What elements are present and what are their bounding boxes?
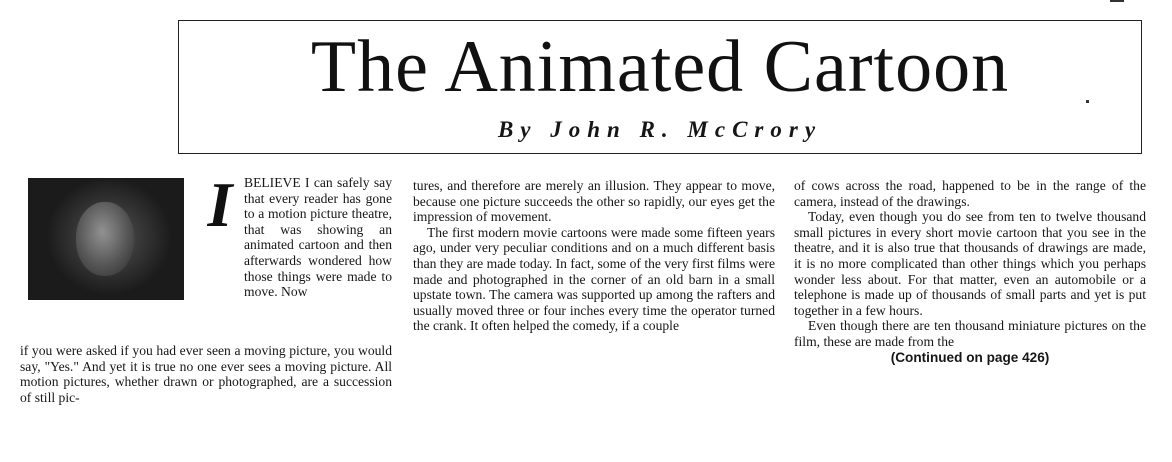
scan-mark	[1110, 0, 1124, 2]
column-1-bottom	[20, 343, 392, 405]
drop-cap: I	[207, 169, 233, 240]
article-byline: By John R. McCrory	[497, 117, 823, 142]
column-2	[413, 178, 775, 334]
paragraph-cows: of cows across the road, happened to be in the range of the camera, instead of the drawings.	[794, 178, 1146, 209]
paragraph-first-cartoons: The first modern movie cartoons were made some fifteen years ago, under very peculiar conditions and on a much different basis than they are made today. In fact, some of the very first films were made and photographed in the corner of an old barn in a small upstate town. The camera was supported up among the rafters and usually moved three or four inches every time the operator turned the crank. It often helped the comedy, if a couple	[413, 224, 775, 334]
title-box	[178, 20, 1142, 154]
column-3	[794, 178, 1146, 365]
paragraph-miniature: Even though there are ten thousand miniature pictures on the film, these are made from the	[794, 318, 1146, 349]
paragraph-today: Today, even though you do see from ten to twelve thousand small pictures in every short movie cartoon that you see in the theatre, and it is also true that thousands of drawings are made, it is no more complicated than other things which you perhaps wonder less about. For that matter, even an automobile or a telephone is made up of thousands of small parts and yet is put together in a few hours.	[794, 209, 1146, 318]
scan-speck	[1086, 100, 1089, 103]
author-face	[76, 202, 134, 276]
continued-link[interactable]: (Continued on page 426)	[890, 349, 1050, 365]
paragraph-intro: BELIEVE I can safely say that every reader has gone to a motion picture theatre, that was showing an animated cartoon and then afterwards wondered how those things were made to move. Now	[244, 175, 392, 300]
paragraph-intro-continued: if you were asked if you had ever seen a moving picture, you would say, "Yes." And yet it is true no one ever sees a moving picture. All motion pictures, whether drawn or photographed, are a succession of still pic-	[20, 343, 392, 405]
column-1-top	[244, 175, 392, 300]
article-title: The Animated Cartoon	[310, 26, 1010, 108]
author-photo	[28, 178, 184, 300]
paragraph-illusion: tures, and therefore are merely an illusion. They appear to move, because one picture succeeds the other so rapidly, our eyes get the impression of movement.	[413, 178, 775, 225]
